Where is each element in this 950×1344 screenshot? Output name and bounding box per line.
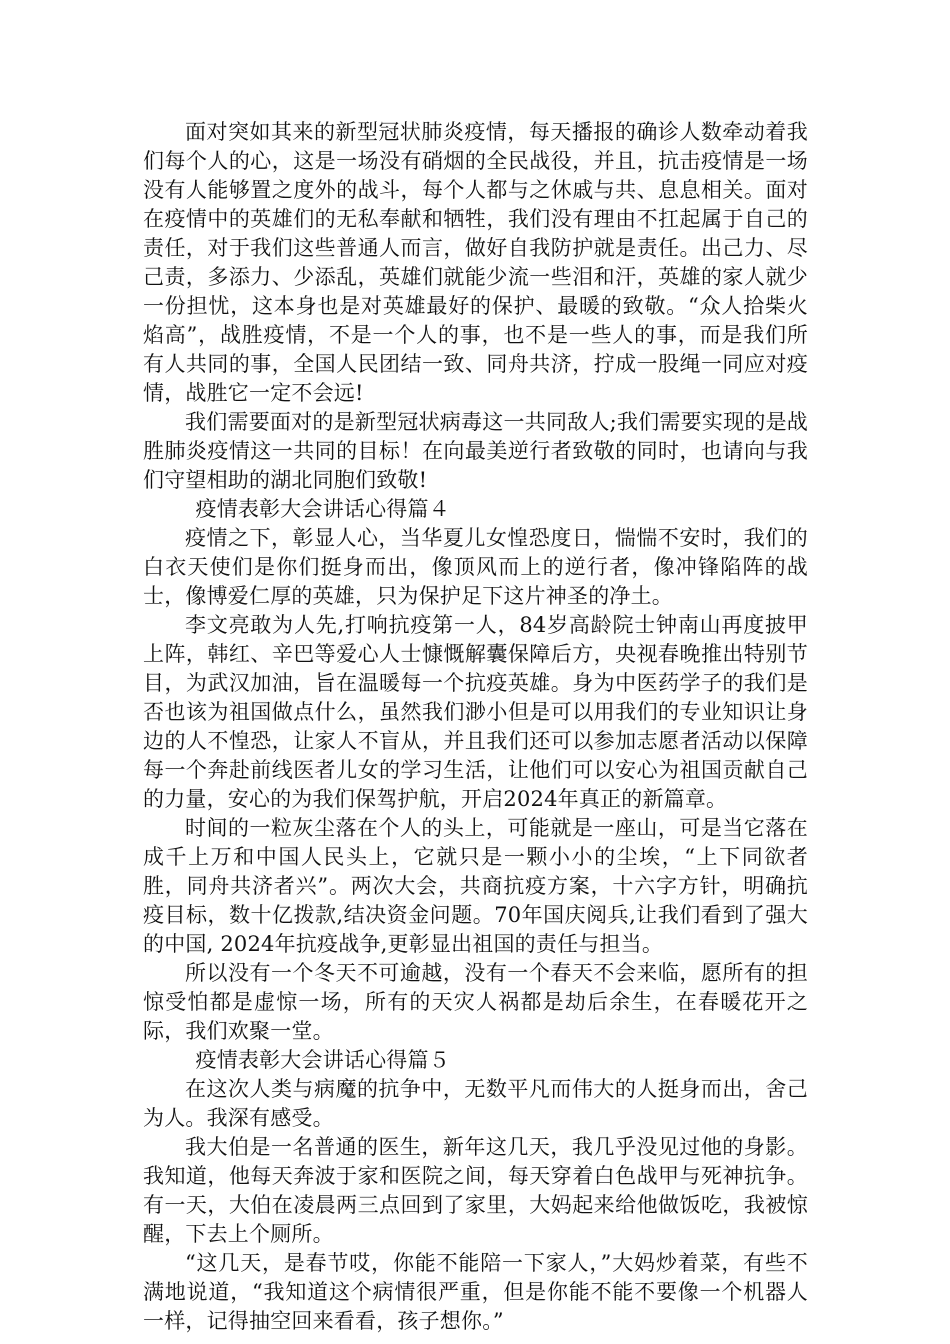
- body-paragraph: 在这次人类与病魔的抗争中，无数平凡而伟大的人挺身而出，舍己为人。我深有感受。: [143, 1077, 808, 1130]
- body-paragraph: “这几天，是春节哎，你能不能陪一下家人，”大妈炒着菜，有些不满地说道，“我知道这个病情很严重，但是你能不能不要像一个机器人一样，记得抽空回来看看，孩子想你。”: [143, 1251, 808, 1333]
- body-paragraph: 面对突如其来的新型冠状肺炎疫情，每天播报的确诊人数牵动着我们每个人的心，这是一场没有硝烟的全民战役，并且，抗击疫情是一场没有人能够置之度外的战斗，每个人都与之休戚与共、息息相关。面对在疫情中的英雄们的无私奉献和牺牲，我们没有理由不扛起属于自己的责任，对于我们这些普通人而言，做好自我防护就是责任。出己力、尽己责，多添力、少添乱，英雄们就能少流一些泪和汗，英雄的家人就少一份担忧，这本身也是对英雄最好的保护、最暖的致敬。“众人拾柴火焰高”，战胜疫情，不是一个人的事，也不是一些人的事，而是我们所有人共同的事，全国人民团结一致、同舟共济，拧成一股绳一同应对疫情，战胜它一定不会远!: [143, 120, 808, 405]
- body-paragraph: 李文亮敢为人先,打响抗疫第一人，84岁高龄院士钟南山再度披甲上阵，韩红、辛巴等爱心人士慷慨解囊保障后方，央视春晚推出特别节目，为武汉加油，旨在温暖每一个抗疫英雄。身为中医药学子的我们是否也该为祖国做点什么，虽然我们渺小但是可以用我们的专业知识让身边的人不惶恐，让家人不盲从，并且我们还可以参加志愿者活动以保障每一个奔赴前线医者儿女的学习生活，让他们可以安心为祖国贡献自己的力量，安心的为我们保驾护航，开启2024年真正的新篇章。: [143, 613, 808, 811]
- body-paragraph: 疫情之下，彰显人心，当华夏儿女惶恐度日，惴惴不安时，我们的白衣天使们是你们挺身而出，像顶风而上的逆行者，像冲锋陷阵的战士，像博爱仁厚的英雄，只为保护足下这片神圣的净土。: [143, 526, 808, 608]
- body-paragraph: 我大伯是一名普通的医生，新年这几天，我几乎没见过他的身影。我知道，他每天奔波于家和医院之间，每天穿着白色战甲与死神抗争。有一天，大伯在凌晨两三点回到了家里，大妈起来给他做饭吃，我被惊醒，下去上个厕所。: [143, 1135, 808, 1246]
- document-page: [143, 118, 808, 1336]
- section-heading: 疫情表彰大会讲话心得篇４: [195, 497, 450, 521]
- body-paragraph: 时间的一粒灰尘落在个人的头上，可能就是一座山，可是当它落在成千上万和中国人民头上，它就只是一颗小小的尘埃，“上下同欲者胜，同舟共济者兴”。两次大会，共商抗疫方案，十六字方针，明确抗疫目标，数十亿拨款,结决资金问题。70年国庆阅兵,让我们看到了强大的中国, 2024年抗疫战争,更彰显出祖国的责任与担当。: [143, 816, 808, 956]
- body-paragraph: 我们需要面对的是新型冠状病毒这一共同敌人;我们需要实现的是战胜肺炎疫情这一共同的目标！在向最美逆行者致敬的同时，也请向与我们守望相助的湖北同胞们致敬!: [143, 410, 808, 492]
- section-heading: 疫情表彰大会讲话心得篇５: [195, 1048, 450, 1072]
- body-paragraph: 所以没有一个冬天不可逾越，没有一个春天不会来临，愿所有的担惊受怕都是虚惊一场，所有的天灾人祸都是劫后余生，在春暖花开之际，我们欢聚一堂。: [143, 961, 808, 1043]
